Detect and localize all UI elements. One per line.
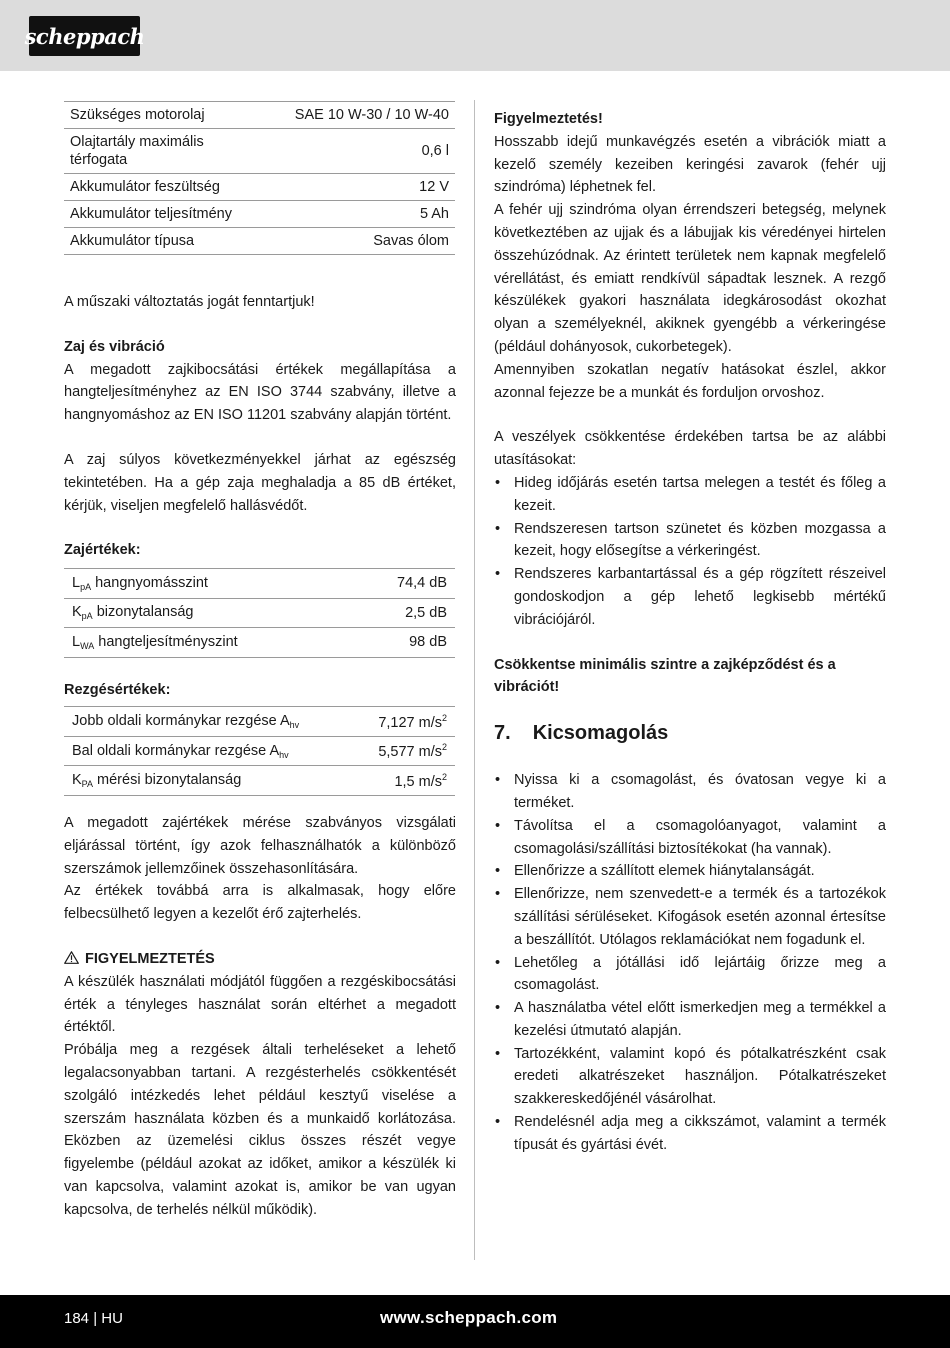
vibration-value: 5,577 $m/s^2$	[354, 736, 455, 766]
caution-paragraph-2: A fehér ujj szindróma olyan érrendszeri betegség, melynek következtében az ujjak és a lábujjak kis véredényei hirtelen összehúzódnak. Az érintett területek nem kapnak megfelelő vérellátást, és emiatt rendkívül sápadtak lesznek. A rezgő készülékek gyakori használata idegkárosodást okozhat olyan a személyeknél, akiknek gyengébb a vérkeringése (például dohányosok, cukorbetegek).	[494, 202, 886, 355]
noise-values-table	[64, 568, 455, 658]
noise-value-label: $L_{WA}$ hangteljesítményszint	[64, 628, 351, 658]
table-row	[64, 707, 455, 737]
reduce-list	[494, 472, 886, 632]
spec-value: 5 Ah	[244, 201, 455, 228]
noise-paragraph-1: A megadott zajkibocsátási értékek megállapítása a hangteljesítményhez az EN ISO 3744 szabvány, illetve a hangnyomáshoz az EN ISO 11201 szabvány alapján történt.	[64, 361, 456, 424]
table-row	[64, 736, 455, 766]
warning-paragraph-2: Próbálja meg a rezgések általi terheléseket a lehető legalacsonyabban tartani. A rezgésterhelés csökkentését szolgáló intézkedés lehet például kesztyű viselése a szerszám használata közben és a munkaidő korlátozása. Eközben az üzemelési ciklus összes részét vegye figyelembe (például azokat az időket, amikor a készülék ki van kapcsolva, valamint azokat is, amikor be van ugyan kapcsolva, de terhelés nélkül működik).	[64, 1042, 456, 1218]
section-title: Kicsomagolás	[532, 722, 669, 745]
spec-table	[64, 101, 455, 255]
spec-label: Akkumulátor teljesítmény	[64, 201, 244, 228]
spec-label: Akkumulátor feszültség	[64, 174, 244, 201]
minimize-note: Csökkentse minimális szintre a zajképződést és a vibrációt!	[494, 656, 836, 696]
section-heading	[494, 721, 886, 745]
vibration-value-label: Jobb oldali kormánykar rezgése $A_{hv}$	[64, 707, 354, 737]
vibration-values-table	[64, 706, 455, 796]
noise-heading: Zaj és vibráció	[64, 338, 165, 355]
right-column	[494, 108, 886, 1157]
table-row	[64, 174, 455, 201]
table-row	[64, 102, 455, 129]
table-row	[64, 569, 455, 599]
vibration-value-label: Bal oldali kormánykar rezgése $A_{hv}$	[64, 736, 354, 766]
noise-value: 2,5 dB	[351, 598, 455, 628]
table-row	[64, 628, 455, 658]
noise-value-label: $K_{pA}$ bizonytalanság	[64, 598, 351, 628]
left-column	[64, 101, 456, 1222]
vibration-value-label: $K_{PA}$ mérési bizonytalanság	[64, 766, 354, 796]
list-item: • Távolítsa el a csomagolóanyagot, valamint a csomagolási/szállítási biztosítékokat (ha vannak).	[494, 815, 886, 861]
table-row	[64, 766, 455, 796]
section-number: 7.	[494, 722, 511, 745]
spec-value: Savas ólom	[244, 228, 455, 255]
table-row	[64, 201, 455, 228]
table-row	[64, 598, 455, 628]
vibration-value: 1,5 $m/s^2$	[354, 766, 455, 796]
website-url: www.scheppach.com	[380, 1308, 558, 1327]
caution-paragraph-1: Hosszabb idejű munkavégzés esetén a vibrációk miatt a kezelő személy kezeiben keringési zavarok (fehér ujj szindróma) léphetnek fel.	[494, 133, 886, 196]
vibration-values-heading: Rezgésértékek:	[64, 681, 171, 698]
unpack-list	[494, 769, 886, 1157]
spec-value: 12 V	[244, 174, 455, 201]
page-footer	[0, 1295, 950, 1348]
reduce-intro: A veszélyek csökkentése érdekében tartsa be az alábbi utasításokat:	[494, 429, 886, 469]
tech-note: A műszaki változtatás jogát fenntartjuk!	[64, 294, 315, 310]
noise-value: 98 dB	[351, 628, 455, 658]
list-item: • Ellenőrizze, nem szenvedett-e a termék és a tartozékok szállítási sérüléseket. Kifogások esetén azonnal értesítse a beszállítót. Utólagos reklamációkat nem fogadunk el.	[494, 883, 886, 951]
spec-value: 0,6 l	[244, 129, 455, 174]
column-divider	[474, 100, 475, 1260]
page-separator: |	[93, 1310, 98, 1327]
page-number: 184	[64, 1310, 90, 1327]
scheppach-logo: scheppach	[29, 16, 140, 56]
warning-heading-line	[64, 948, 456, 971]
list-item: • Ellenőrizze a szállított elemek hiánytalanságát.	[494, 860, 886, 883]
spec-label: Szükséges motorolaj	[64, 102, 244, 129]
vibration-value: 7,127 $m/s^2$	[354, 707, 455, 737]
noise-value-label: $L_{pA}$ hangnyomásszint	[64, 569, 351, 599]
spec-label: Akkumulátor típusa	[64, 228, 244, 255]
list-item: • Rendelésnél adja meg a cikkszámot, valamint a termék típusát és gyártási évét.	[494, 1111, 886, 1157]
noise-value: 74,4 dB	[351, 569, 455, 599]
list-item: • Lehetőleg a jótállási idő lejártáig őrizze meg a csomagolást.	[494, 952, 886, 998]
list-item: • Hideg időjárás esetén tartsa melegen a testét és főleg a kezeit.	[494, 472, 886, 518]
noise-values-heading: Zajértékek:	[64, 542, 141, 559]
table-row	[64, 228, 455, 255]
measurement-paragraph-2: Az értékek továbbá arra is alkalmasak, hogy előre felbecsülhető legyen a kezelőt érő zajterhelés.	[64, 883, 456, 923]
list-item: • Nyissa ki a csomagolást, és óvatosan vegye ki a terméket.	[494, 769, 886, 815]
list-item: • Rendszeres karbantartással és a gép rögzített részeivel gondoskodjon a gép lehető legkisebb mértékű vibrációjáról.	[494, 563, 886, 631]
noise-paragraph-2: A zaj súlyos következményekkel járhat az egészség tekintetében. Ha a gép zaja meghaladja a 85 dB értéket, kérjük, viseljen megfelelő hallásvédőt.	[64, 451, 456, 514]
spec-value: SAE 10 W-30 / 10 W-40	[244, 102, 455, 129]
caution-heading: Figyelmeztetés!	[494, 111, 603, 127]
page-number-line	[64, 1310, 123, 1327]
list-item: • Rendszeresen tartson szünetet és közben mozgassa a kezeit, hogy elősegítse a vérkeringést.	[494, 518, 886, 564]
caution-paragraph-3: Amennyiben szokatlan negatív hatásokat észlel, akkor azonnal fejezze be a munkát és forduljon orvoshoz.	[494, 361, 886, 401]
language-code: HU	[101, 1310, 123, 1327]
list-item: • A használatba vétel előtt ismerkedjen meg a termékkel a kezelési útmutató alapján.	[494, 997, 886, 1043]
warning-heading: FIGYELMEZTETÉS	[85, 950, 215, 967]
list-item: • Tartozékként, valamint kopó és pótalkatrészként csak eredeti alkatrészeket használjon. Pótalkatrészeket szakkereskedőjénél vásárolhat.	[494, 1043, 886, 1111]
measurement-paragraph-1: A megadott zajértékek mérése szabványos vizsgálati eljárással történt, így azok felhasználhatók a különböző szerszámok jellemzőinek összehasonlítására.	[64, 814, 456, 877]
warning-paragraph-1: A készülék használati módjától függően a rezgéskibocsátási érték a tényleges használat során eltérhet a megadott értéktől.	[64, 973, 456, 1036]
page-header	[0, 0, 950, 71]
table-row	[64, 129, 455, 174]
warning-triangle-icon	[64, 951, 79, 964]
spec-label: Olajtartály maximális térfogata	[64, 129, 244, 174]
